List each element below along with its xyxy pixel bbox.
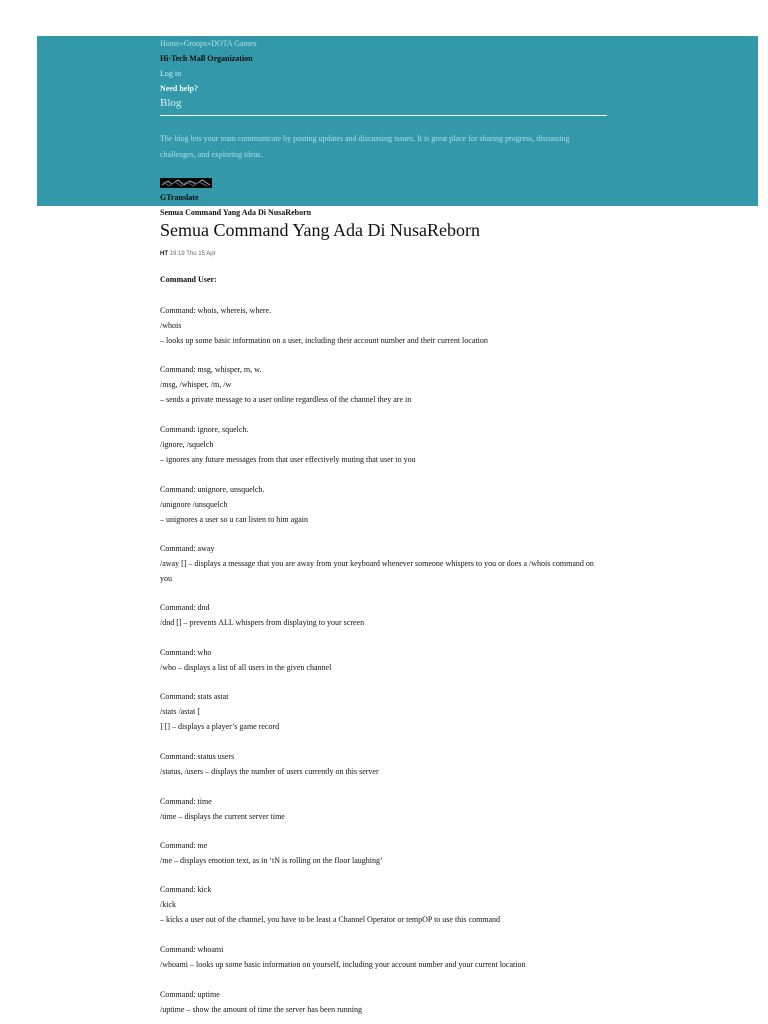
command-line: Command: unignore, unsquelch.: [160, 485, 265, 494]
command-line: Command: time: [160, 797, 212, 806]
command-line: /me – displays emotion text, as in ‘tN is rolling on the floor laughing’: [160, 856, 383, 865]
command-line: Command: away: [160, 544, 215, 553]
breadcrumb: [160, 39, 256, 48]
command-line: – kicks a user out of the channel, you have to be least a Channel Operator or tempOP to use this command: [160, 915, 501, 924]
breadcrumb-home-link[interactable]: Home: [160, 39, 180, 48]
command-line: /whoami – looks up some basic information on yourself, including your account number and your current location: [160, 960, 526, 969]
command-block: [160, 882, 600, 927]
command-line: ] [] – displays a player’s game record: [160, 722, 280, 731]
post-crumb-title: Semua Command Yang Ada Di NusaReborn: [160, 208, 312, 217]
command-line: /kick: [160, 900, 176, 909]
command-line: /uptime – show the amount of time the server has been running: [160, 1005, 362, 1014]
command-block: [160, 987, 600, 1017]
command-line: /away [] – displays a message that you are away from your keyboard whenever someone whispers to you or does a /whois command on you: [160, 559, 594, 583]
command-line: Command: ignore, squelch.: [160, 425, 249, 434]
command-block: [160, 362, 600, 407]
command-line: /stats /astat [: [160, 707, 200, 716]
blog-title: Blog: [160, 97, 182, 109]
command-line: – sends a private message to a user online regardless of the channel they are in: [160, 395, 412, 404]
command-line: /time – displays the current server time: [160, 812, 285, 821]
command-line: Command: dnd: [160, 603, 210, 612]
command-line: Command: kick: [160, 885, 212, 894]
command-block: [160, 303, 600, 348]
post-date: 19:19 Thu 15 Apr: [169, 251, 216, 257]
help-link[interactable]: Need help?: [160, 84, 198, 93]
command-line: /unignore /unsquelch: [160, 500, 228, 509]
command-block: [160, 645, 600, 675]
divider: [160, 115, 607, 116]
command-line: Command: status users: [160, 752, 235, 761]
command-block: [160, 422, 600, 467]
command-line: Command: who: [160, 648, 212, 657]
breadcrumb-dota-games-link[interactable]: DOTA Games: [211, 39, 257, 48]
post-title: Semua Command Yang Ada Di NusaReborn: [160, 220, 480, 240]
command-line: /whois: [160, 321, 182, 330]
organization-name: Hi-Tech Mall Organization: [160, 54, 253, 63]
command-line: – ignores any future messages from that user effectively muting that user to you: [160, 455, 416, 464]
header-banner: [37, 36, 758, 206]
command-line: Command: me: [160, 841, 208, 850]
command-line: Command: msg, whisper, m, w.: [160, 365, 262, 374]
command-line: Command: whois, whereis, where.: [160, 306, 272, 315]
blog-description: The blog lets your team communicate by posting updates and discussing issues. It is great place for sharing progress, discussing challenges, and exploring ideas.: [160, 134, 570, 159]
post-author[interactable]: HT: [160, 251, 168, 257]
command-block: [160, 541, 600, 586]
command-block: [160, 482, 600, 527]
post-meta: [160, 251, 216, 257]
command-line: Command: uptime: [160, 990, 220, 999]
breadcrumb-separator: »: [207, 39, 212, 48]
command-line: – looks up some basic information on a user, including their account number and their current location: [160, 336, 488, 345]
command-line: /who – displays a list of all users in the given channel: [160, 663, 332, 672]
command-block: [160, 749, 600, 779]
command-line: /dnd [] – prevents ALL whispers from displaying to your screen: [160, 618, 365, 627]
command-line: Command: whoami: [160, 945, 224, 954]
command-line: /ignore, /squelch: [160, 440, 214, 449]
section-heading: Command User:: [160, 275, 217, 284]
command-line: /msg, /whisper, /m, /w: [160, 380, 232, 389]
command-block: [160, 838, 600, 868]
command-block: [160, 794, 600, 824]
breadcrumb-groups-link[interactable]: Groups: [183, 39, 208, 48]
command-block: [160, 600, 600, 630]
login-link[interactable]: Log in: [160, 69, 182, 78]
breadcrumb-separator: »: [179, 39, 184, 48]
command-line: Command: stats astat: [160, 692, 229, 701]
command-block: [160, 689, 600, 734]
gtranslate-label[interactable]: GTranslate: [160, 193, 199, 202]
command-line: – unignores a user so u can listen to him again: [160, 515, 308, 524]
command-line: /status, /users – displays the number of users currently on this server: [160, 767, 379, 776]
command-block: [160, 942, 600, 972]
banner-logo-image: [160, 178, 212, 188]
